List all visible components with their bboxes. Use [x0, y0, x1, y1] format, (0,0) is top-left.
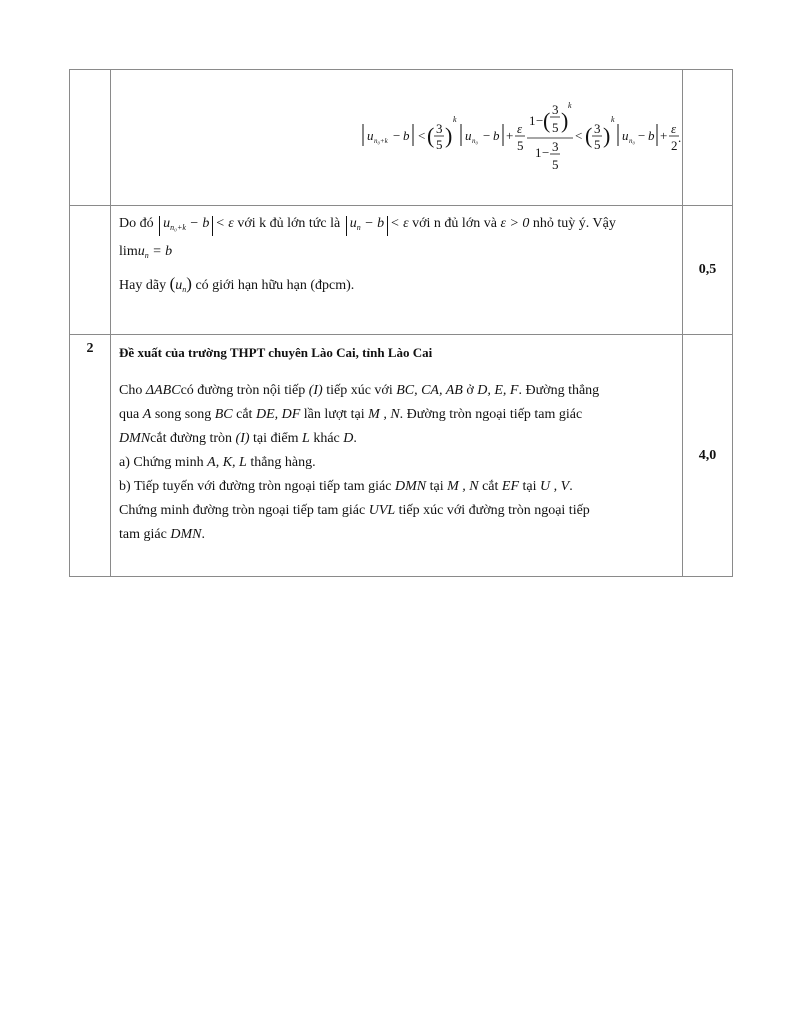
svg-text:5: 5 — [552, 157, 559, 172]
row2-content-cell — [111, 206, 683, 335]
part-b-continued-2: tam giác DMN. — [119, 527, 205, 542]
svg-text:<: < — [418, 128, 426, 143]
svg-text:−: − — [638, 128, 646, 143]
svg-text:u: u — [622, 128, 629, 143]
abs-expression: $u_n - b$ — [346, 216, 388, 236]
part-a: a) Chứng minh A, K, L thẳng hàng. — [119, 455, 316, 470]
problem-heading: Đề xuất của trường THPT chuyên Lào Cai, tỉnh Lào Cai — [119, 345, 433, 360]
svg-text:3: 3 — [436, 121, 443, 136]
svg-text:ε: ε — [671, 121, 677, 136]
svg-text:k: k — [611, 115, 615, 124]
row1-number-cell — [70, 70, 111, 206]
svg-text:k: k — [453, 115, 457, 124]
problem-line-1: Cho ΔABCcó đường tròn nội tiếp (I) tiếp xúc với BC, CA, AB ở D, E, F. Đường thẳng — [119, 383, 600, 398]
row1-score-cell — [682, 70, 732, 206]
svg-text:+: + — [660, 128, 668, 143]
score-cell: 0,5 — [682, 206, 732, 335]
svg-text:n₀+k: n₀+k — [374, 137, 388, 145]
table-row — [70, 335, 733, 577]
svg-text:2: 2 — [671, 138, 678, 153]
svg-text:n₀: n₀ — [629, 137, 635, 145]
table-row — [70, 70, 733, 206]
svg-text:5: 5 — [594, 137, 601, 152]
svg-text:ε: ε — [517, 121, 523, 136]
svg-text:<: < — [575, 128, 583, 143]
svg-text:3: 3 — [594, 121, 601, 136]
svg-text:5: 5 — [436, 137, 443, 152]
svg-text:b: b — [493, 128, 500, 143]
svg-text:.: . — [678, 130, 682, 145]
svg-text:1: 1 — [529, 113, 536, 128]
svg-text:5: 5 — [552, 120, 559, 135]
svg-text:u: u — [465, 128, 472, 143]
row1-content-cell — [111, 70, 683, 206]
svg-text:(: ( — [427, 123, 435, 148]
row2-number-cell — [70, 206, 111, 335]
svg-text:3: 3 — [552, 139, 559, 154]
part-b: b) Tiếp tuyến với đường tròn ngoại tiếp tam giác DMN tại M , N cắt EF tại U , V. — [119, 479, 573, 494]
svg-text:−: − — [483, 128, 491, 143]
svg-text:u: u — [367, 128, 374, 143]
svg-text:3: 3 — [552, 102, 559, 117]
part-b-continued-1: Chứng minh đường tròn ngoại tiếp tam giác UVL tiếp xúc với đường tròn ngoại tiếp — [119, 503, 590, 518]
svg-text:1: 1 — [535, 145, 542, 160]
abs-expression: $u_{n_0+k} - b$ — [159, 216, 213, 236]
problem-line-3: DMNcắt đường tròn (I) tại điểm L khác D. — [119, 431, 357, 446]
svg-text:5: 5 — [517, 138, 524, 153]
limit-inequality-formula — [111, 70, 682, 205]
table-row — [70, 206, 733, 335]
svg-text:−: − — [536, 113, 544, 128]
svg-text:(: ( — [585, 123, 593, 148]
svg-text:−: − — [542, 145, 550, 160]
svg-text:b: b — [403, 128, 410, 143]
solution-table — [69, 69, 733, 577]
score-cell: 4,0 — [682, 335, 732, 577]
svg-text:): ) — [603, 123, 611, 148]
svg-text:n₀: n₀ — [472, 137, 478, 145]
svg-text:k: k — [568, 101, 572, 110]
svg-text:): ) — [561, 108, 569, 133]
row3-content-cell — [111, 335, 683, 577]
problem-number: 2 — [70, 335, 111, 577]
conclusion-line-1: Do đó $u_{n_0+k} - b < \varepsilon$ với k đủ lớn tức là $u_n - b < \varepsilon$ với n đủ lớn và ε > 0 nhỏ tuỳ ý. Vậy — [119, 212, 674, 236]
svg-text:b: b — [648, 128, 655, 143]
problem-line-2: qua A song song BC cắt DE, DF lần lượt tại M , N. Đường tròn ngoại tiếp tam giác — [119, 407, 583, 422]
conclusion-line-3: Hay dãy $(u_n)$ có giới hạn hữu hạn (đpcm). — [119, 274, 355, 294]
svg-text:+: + — [506, 128, 514, 143]
svg-text:−: − — [393, 128, 401, 143]
svg-text:(: ( — [543, 108, 551, 133]
svg-text:): ) — [445, 123, 453, 148]
limit-line: limu$_n$ = b — [119, 244, 173, 260]
